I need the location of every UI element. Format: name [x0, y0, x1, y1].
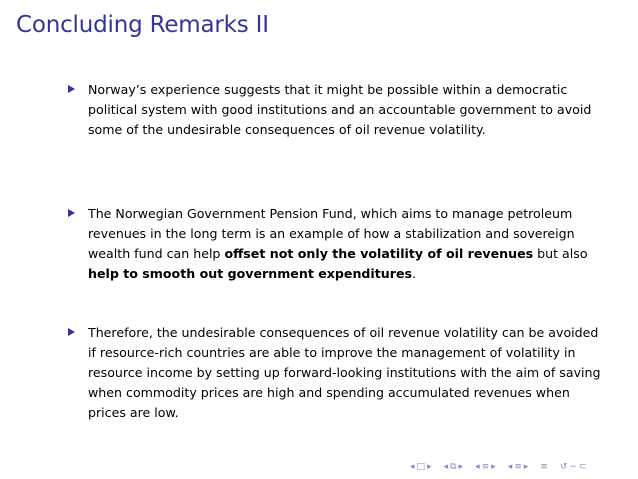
frame-prev-icon[interactable]: ◂: [410, 462, 415, 472]
section-prev-icon[interactable]: ◂: [475, 462, 480, 472]
document-next-icon[interactable]: ▸: [523, 462, 529, 472]
bullet-text-emphasis: offset not only the volatility of oil revenues: [224, 246, 534, 261]
section-icon[interactable]: ≡: [481, 462, 490, 472]
bullet-text-part: but also: [533, 246, 588, 261]
bullet-text: Norway’s experience suggests that it might be possible within a democratic political system with good institutions and an accountable government to avoid some of the undesirable consequences of oil revenue volatility.: [88, 82, 592, 137]
bullet-item-therefore: [64, 323, 604, 423]
frame-icon[interactable]: □: [416, 462, 426, 472]
bullet-text: Therefore, the undesirable consequences of oil revenue volatility can be avoided if resource-rich countries are able to improve the management of volatility in resource income by setting up forward-looking institutions with the aim of saving when commodity prices are high and spending accumulated revenues when prices are low.: [88, 325, 601, 420]
subsection-icon[interactable]: ⧉: [450, 462, 457, 472]
bullet-text-emphasis: help to smooth out government expenditures: [88, 266, 412, 281]
back-icon[interactable]: ↺: [559, 462, 568, 472]
bullet-item-norway-experience: [64, 80, 604, 140]
subsection-prev-icon[interactable]: ◂: [443, 462, 449, 472]
subsection-next-icon[interactable]: ▸: [458, 462, 464, 472]
forward-icon[interactable]: ∽: [569, 462, 577, 472]
align-icon[interactable]: ≡: [540, 462, 548, 472]
search-icon[interactable]: ⊂: [578, 462, 587, 472]
bullet-triangle-icon: [68, 85, 75, 93]
beamer-navigation-bar: [410, 461, 586, 473]
document-icon[interactable]: ≡: [514, 462, 522, 472]
bullet-text-part: The Norwegian Government Pension Fund, which aims to manage petroleum revenues in the long term is an example of how a stabilization and sovereign wealth fund can help: [88, 206, 575, 261]
section-next-icon[interactable]: ▸: [491, 462, 496, 472]
document-prev-icon[interactable]: ◂: [507, 462, 513, 472]
bullet-item-pension-fund: [64, 204, 604, 284]
slide-title: Concluding Remarks II: [16, 12, 269, 38]
bullet-text-part: .: [411, 266, 416, 281]
bullet-triangle-icon: [68, 209, 75, 217]
frame-next-icon[interactable]: ▸: [427, 462, 432, 472]
bullet-triangle-icon: [68, 328, 75, 336]
